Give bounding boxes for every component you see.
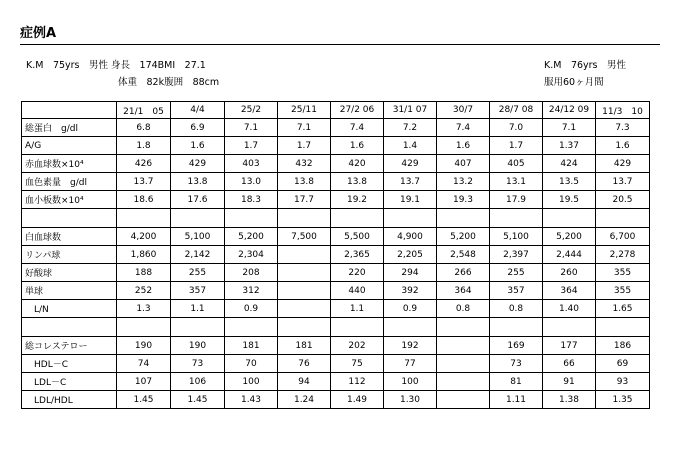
row-label: リンパ球 [22, 246, 117, 264]
table-cell: 100 [384, 373, 437, 391]
table-cell: 6,700 [596, 228, 650, 246]
table-cell: 420 [331, 155, 384, 173]
table-cell: 1.4 [384, 137, 437, 155]
table-cell: 13.2 [437, 173, 490, 191]
table-cell: 1.43 [225, 391, 278, 409]
row-label: 白血球数 [22, 228, 117, 246]
table-cell: 94 [278, 373, 331, 391]
table-cell: 73 [171, 355, 225, 373]
table-cell [278, 282, 331, 300]
table-cell: 19.3 [437, 191, 490, 209]
table-cell: 1.7 [278, 137, 331, 155]
table-cell: 7.4 [331, 119, 384, 137]
column-date-header: 24/12 09 [543, 102, 596, 119]
column-date-header: 4/4 [171, 102, 225, 119]
table-cell: 2,278 [596, 246, 650, 264]
table-cell: 192 [384, 337, 437, 355]
table-cell: 106 [171, 373, 225, 391]
table-cell: 1.35 [596, 391, 650, 409]
table-row [22, 246, 650, 264]
patient-info-right-line2: 服用60ヶ月間 [544, 77, 604, 88]
table-cell: 255 [490, 264, 543, 282]
table-cell: 112 [331, 373, 384, 391]
table-cell [278, 318, 331, 337]
table-cell: 429 [384, 155, 437, 173]
table-cell: 2,365 [331, 246, 384, 264]
header-corner-cell [22, 102, 117, 119]
table-cell: 7.4 [437, 119, 490, 137]
row-label: 好酸球 [22, 264, 117, 282]
table-row [22, 173, 650, 191]
table-cell: 0.9 [225, 300, 278, 318]
table-cell [225, 209, 278, 228]
table-cell [437, 318, 490, 337]
table-cell: 17.6 [171, 191, 225, 209]
table-cell: 188 [117, 264, 171, 282]
table-cell: 208 [225, 264, 278, 282]
table-cell [596, 209, 650, 228]
table-row [22, 300, 650, 318]
table-cell: 403 [225, 155, 278, 173]
table-cell: 13.7 [117, 173, 171, 191]
title-underline [20, 44, 660, 45]
row-label: 赤血球数×10⁴ [22, 155, 117, 173]
table-cell [596, 318, 650, 337]
table-cell: 424 [543, 155, 596, 173]
row-label: LDL/HDL [22, 391, 117, 409]
table-cell: 1.6 [171, 137, 225, 155]
table-cell [171, 209, 225, 228]
table-cell: 7.1 [278, 119, 331, 137]
table-cell: 5,100 [171, 228, 225, 246]
table-cell [278, 209, 331, 228]
table-cell: 19.5 [543, 191, 596, 209]
table-cell: 0.8 [437, 300, 490, 318]
table-cell: 429 [596, 155, 650, 173]
table-cell: 186 [596, 337, 650, 355]
table-cell: 181 [278, 337, 331, 355]
table-cell [331, 209, 384, 228]
table-cell: 432 [278, 155, 331, 173]
table-cell: 294 [384, 264, 437, 282]
table-cell: 100 [225, 373, 278, 391]
table-cell [437, 337, 490, 355]
table-cell: 392 [384, 282, 437, 300]
row-label [22, 209, 117, 228]
table-cell: 177 [543, 337, 596, 355]
row-label: A/G [22, 137, 117, 155]
table-cell [225, 318, 278, 337]
table-cell: 169 [490, 337, 543, 355]
table-cell [490, 209, 543, 228]
column-date-header: 11/3 10 [596, 102, 650, 119]
table-row [22, 191, 650, 209]
table-cell: 1,860 [117, 246, 171, 264]
table-cell: 1.7 [225, 137, 278, 155]
table-cell: 7.3 [596, 119, 650, 137]
table-row [22, 228, 650, 246]
table-cell: 1.30 [384, 391, 437, 409]
table-cell: 407 [437, 155, 490, 173]
table-cell: 74 [117, 355, 171, 373]
row-label: L/N [22, 300, 117, 318]
table-cell: 1.11 [490, 391, 543, 409]
table-cell: 1.1 [171, 300, 225, 318]
table-cell: 1.8 [117, 137, 171, 155]
table-cell [117, 318, 171, 337]
table-cell: 6.9 [171, 119, 225, 137]
row-label: HDL－C [22, 355, 117, 373]
spacer-row [22, 209, 650, 228]
table-cell: 7,500 [278, 228, 331, 246]
table-cell [543, 209, 596, 228]
table-cell: 5,200 [225, 228, 278, 246]
table-row [22, 373, 650, 391]
table-row [22, 337, 650, 355]
table-cell: 107 [117, 373, 171, 391]
table-cell: 0.8 [490, 300, 543, 318]
patient-info-line2: 体重 82k腹囲 88cm [118, 77, 220, 88]
table-row [22, 155, 650, 173]
table-cell: 75 [331, 355, 384, 373]
table-row [22, 137, 650, 155]
table-cell: 13.1 [490, 173, 543, 191]
table-cell: 5,500 [331, 228, 384, 246]
table-cell: 7.1 [543, 119, 596, 137]
table-cell [331, 318, 384, 337]
column-date-header: 30/7 [437, 102, 490, 119]
column-date-header: 31/1 07 [384, 102, 437, 119]
table-cell: 202 [331, 337, 384, 355]
table-cell: 1.7 [490, 137, 543, 155]
patient-info-line1: K.M 75yrs 男性 身長 174BMI 27.1 [26, 60, 206, 71]
column-date-header: 21/1 05 [117, 102, 171, 119]
table-cell: 91 [543, 373, 596, 391]
table-cell: 2,444 [543, 246, 596, 264]
table-cell: 7.0 [490, 119, 543, 137]
table-cell [437, 355, 490, 373]
table-cell [437, 373, 490, 391]
table-cell: 4,900 [384, 228, 437, 246]
table-cell: 355 [596, 264, 650, 282]
table-cell: 181 [225, 337, 278, 355]
table-cell: 266 [437, 264, 490, 282]
table-cell: 1.37 [543, 137, 596, 155]
table-cell: 70 [225, 355, 278, 373]
table-cell: 1.24 [278, 391, 331, 409]
table-row [22, 264, 650, 282]
column-date-header: 28/7 08 [490, 102, 543, 119]
table-cell: 1.38 [543, 391, 596, 409]
table-cell [437, 209, 490, 228]
table-cell: 7.2 [384, 119, 437, 137]
table-cell: 1.40 [543, 300, 596, 318]
table-cell: 13.8 [331, 173, 384, 191]
table-cell [278, 246, 331, 264]
table-cell: 13.7 [596, 173, 650, 191]
table-cell: 19.2 [331, 191, 384, 209]
table-cell: 1.1 [331, 300, 384, 318]
table-cell: 190 [117, 337, 171, 355]
table-cell [278, 264, 331, 282]
column-date-header: 27/2 06 [331, 102, 384, 119]
table-cell: 260 [543, 264, 596, 282]
table-cell: 2,304 [225, 246, 278, 264]
table-cell: 73 [490, 355, 543, 373]
table-row [22, 355, 650, 373]
table-cell [171, 318, 225, 337]
table-cell [384, 209, 437, 228]
table-cell [543, 318, 596, 337]
table-cell [117, 209, 171, 228]
table-cell: 364 [543, 282, 596, 300]
table-cell: 355 [596, 282, 650, 300]
table-cell: 2,205 [384, 246, 437, 264]
table-cell: 1.45 [117, 391, 171, 409]
table-cell: 357 [490, 282, 543, 300]
table-cell: 2,397 [490, 246, 543, 264]
table-cell: 13.0 [225, 173, 278, 191]
table-cell: 357 [171, 282, 225, 300]
table-cell: 76 [278, 355, 331, 373]
table-cell [437, 391, 490, 409]
spacer-row [22, 318, 650, 337]
table-row [22, 119, 650, 137]
header-row [22, 102, 650, 119]
table-cell: 5,200 [543, 228, 596, 246]
table-cell: 1.65 [596, 300, 650, 318]
table-cell: 93 [596, 373, 650, 391]
table-cell [384, 318, 437, 337]
table-cell: 20.5 [596, 191, 650, 209]
table-cell: 312 [225, 282, 278, 300]
table-cell: 1.3 [117, 300, 171, 318]
table-cell: 17.7 [278, 191, 331, 209]
table-cell: 17.9 [490, 191, 543, 209]
table-cell: 19.1 [384, 191, 437, 209]
table-cell: 252 [117, 282, 171, 300]
table-cell: 18.3 [225, 191, 278, 209]
table-row [22, 391, 650, 409]
table-cell: 13.7 [384, 173, 437, 191]
table-cell: 77 [384, 355, 437, 373]
table-cell: 13.5 [543, 173, 596, 191]
column-date-header: 25/11 [278, 102, 331, 119]
table-cell: 2,548 [437, 246, 490, 264]
row-label: 総コレステロー [22, 337, 117, 355]
row-label: 単球 [22, 282, 117, 300]
row-label: LDL－C [22, 373, 117, 391]
table-cell: 440 [331, 282, 384, 300]
table-cell: 1.45 [171, 391, 225, 409]
row-label: 総蛋白 g/dl [22, 119, 117, 137]
patient-info-right-line1: K.M 76yrs 男性 [544, 60, 627, 71]
document-title: 症例A [20, 26, 57, 41]
table-cell: 1.6 [331, 137, 384, 155]
table-cell: 18.6 [117, 191, 171, 209]
table-row [22, 282, 650, 300]
table-cell: 1.6 [596, 137, 650, 155]
table-cell: 0.9 [384, 300, 437, 318]
row-label: 血小板数×10⁴ [22, 191, 117, 209]
lab-results-table [21, 101, 650, 409]
table-cell: 255 [171, 264, 225, 282]
table-cell: 190 [171, 337, 225, 355]
row-label: 血色素量 g/dl [22, 173, 117, 191]
row-label [22, 318, 117, 337]
table-cell: 6.8 [117, 119, 171, 137]
table-cell [490, 318, 543, 337]
table-cell: 2,142 [171, 246, 225, 264]
table-cell: 364 [437, 282, 490, 300]
table-cell: 429 [171, 155, 225, 173]
column-date-header: 25/2 [225, 102, 278, 119]
table-cell: 5,200 [437, 228, 490, 246]
table-cell: 1.6 [437, 137, 490, 155]
table-cell: 4,200 [117, 228, 171, 246]
table-cell: 66 [543, 355, 596, 373]
table-cell: 1.49 [331, 391, 384, 409]
table-cell: 220 [331, 264, 384, 282]
table-cell: 13.8 [278, 173, 331, 191]
table-cell: 5,100 [490, 228, 543, 246]
table-cell: 13.8 [171, 173, 225, 191]
table-cell: 81 [490, 373, 543, 391]
table-cell: 69 [596, 355, 650, 373]
table-cell: 405 [490, 155, 543, 173]
table-cell: 7.1 [225, 119, 278, 137]
table-cell [278, 300, 331, 318]
table-cell: 426 [117, 155, 171, 173]
